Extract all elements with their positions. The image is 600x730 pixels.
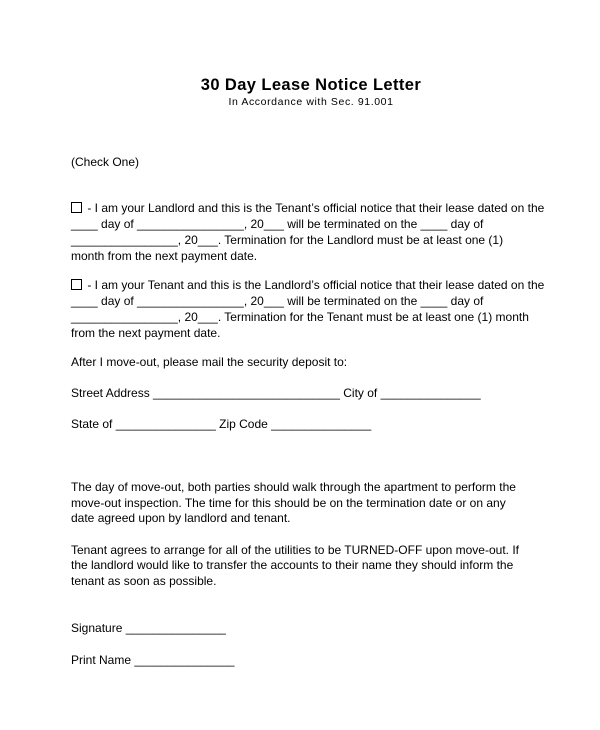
tenant-option-line-3: ________________, 20___. Termination for the Tenant must be at least one (1) month	[71, 310, 529, 324]
utilities-line-1: Tenant agrees to arrange for all of the utilities to be TURNED-OFF upon move-out. If	[71, 543, 519, 557]
document-title: 30 Day Lease Notice Letter	[200, 76, 422, 94]
document-subtitle: In Accordance with Sec. 91.001	[228, 96, 394, 108]
tenant-option-line-2: ____ day of ________________, 20___ will be terminated on the ____ day of	[71, 294, 484, 308]
street-address-field: Street Address ____________________________ City of _______________	[71, 386, 481, 400]
move-out-line-1: The day of move-out, both parties should walk through the apartment to perform the	[71, 480, 516, 494]
landlord-option-line-1	[71, 200, 544, 216]
utilities-line-3: tenant as soon as possible.	[71, 574, 217, 588]
tenant-checkbox[interactable]	[71, 279, 82, 290]
state-zip-field: State of _______________ Zip Code _______________	[71, 417, 372, 431]
print-name-field: Print Name _______________	[71, 653, 235, 667]
utilities-line-2: the landlord would like to transfer the accounts to their name they should inform the	[71, 558, 514, 572]
signature-field: Signature _______________	[71, 621, 226, 635]
tenant-option-text-1: - I am your Tenant and this is the Landlord’s official notice that their lease dated on the	[84, 278, 545, 292]
landlord-checkbox[interactable]	[71, 202, 82, 213]
tenant-option-line-4: from the next payment date.	[71, 326, 221, 340]
landlord-option-line-4: month from the next payment date.	[71, 249, 258, 263]
landlord-option-text-1: - I am your Landlord and this is the Tenant’s official notice that their lease dated on the	[84, 201, 545, 215]
check-one-instruction: (Check One)	[71, 155, 140, 169]
move-out-line-2: move-out inspection. The time for this should be on the termination date or on any	[71, 496, 506, 510]
move-out-line-3: date agreed upon by landlord and tenant.	[71, 511, 291, 525]
landlord-option-line-3: ________________, 20___. Termination for the Landlord must be at least one (1)	[71, 233, 504, 247]
landlord-option-line-2: ____ day of ________________, 20___ will be terminated on the ____ day of	[71, 217, 484, 231]
deposit-intro: After I move-out, please mail the security deposit to:	[71, 355, 348, 369]
tenant-option-line-1	[71, 277, 544, 293]
